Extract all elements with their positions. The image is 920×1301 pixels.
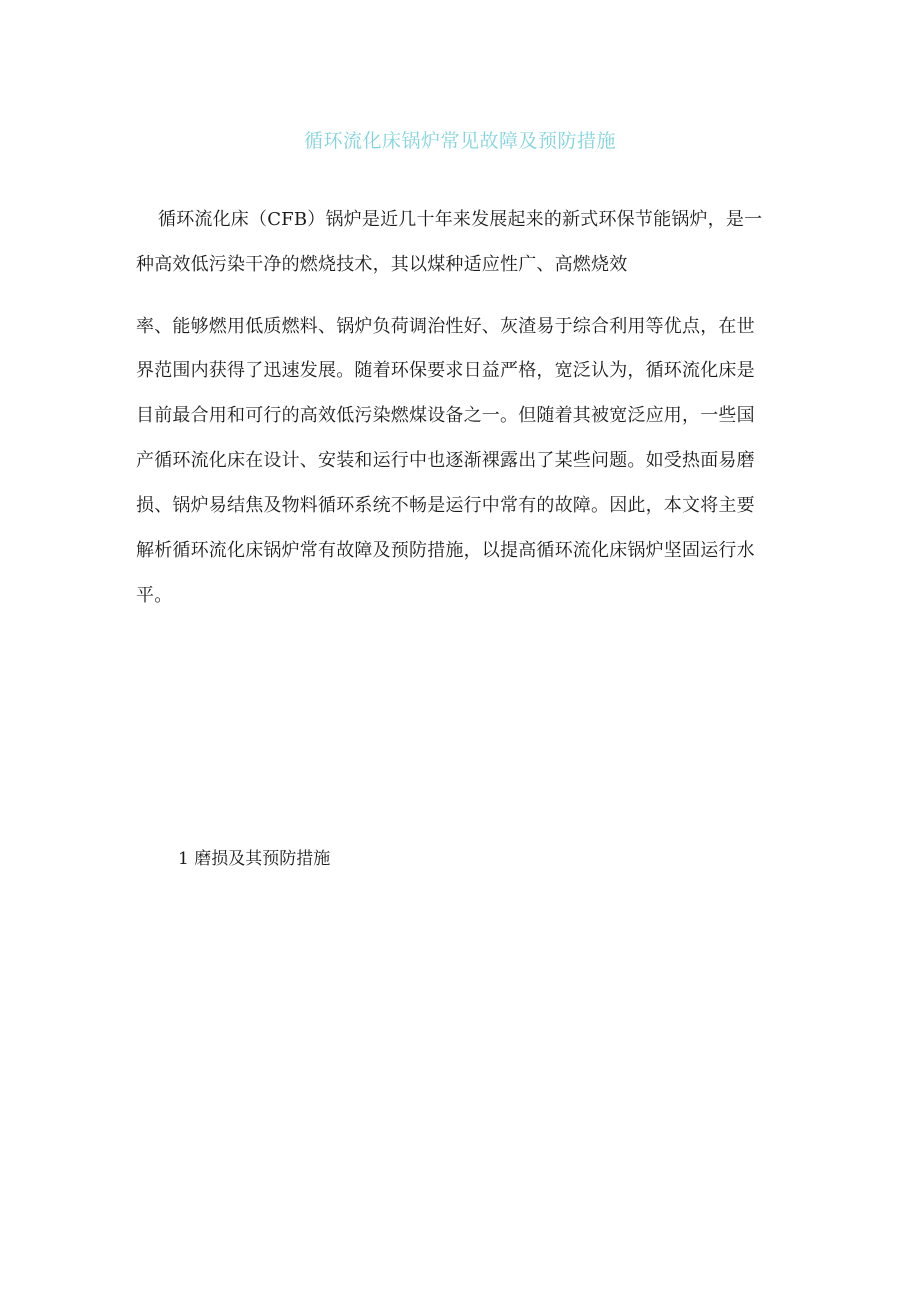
paragraph-line: 循环流化床（CFB）锅炉是近几十年来发展起来的新式环保节能锅炉，是一	[158, 209, 763, 230]
paragraph-line: 率、能够燃用低质燃料、锅炉负荷调治性好、灰渣易于综合利用等优点，在世	[136, 316, 755, 337]
paragraph-line: 损、锅炉易结焦及物料循环系统不畅是运行中常有的故障。因此，本文将主要	[136, 495, 755, 516]
paragraph-line: 解析循环流化床锅炉常有故障及预防措施，以提高循环流化床锅炉坚固运行水	[136, 540, 755, 561]
paragraph-line: 种高效低污染干净的燃烧技术，其以煤种适应性广、高燃烧效	[136, 254, 628, 275]
paragraph-line: 界范围内获得了迅速发展。随着环保要求日益严格，宽泛认为，循环流化床是	[136, 360, 755, 381]
paragraph-line: 目前最合用和可行的高效低污染燃煤设备之一。但随着其被宽泛应用，一些国	[136, 405, 755, 426]
paragraph-line: 平。	[136, 585, 173, 606]
page-title: 循环流化床锅炉常见故障及预防措施	[303, 130, 616, 152]
paragraph-line: 产循环流化床在设计、安装和运行中也逐渐裸露出了某些问题。如受热面易磨	[136, 450, 755, 471]
section-heading: 1 磨损及其预防措施	[178, 849, 331, 869]
